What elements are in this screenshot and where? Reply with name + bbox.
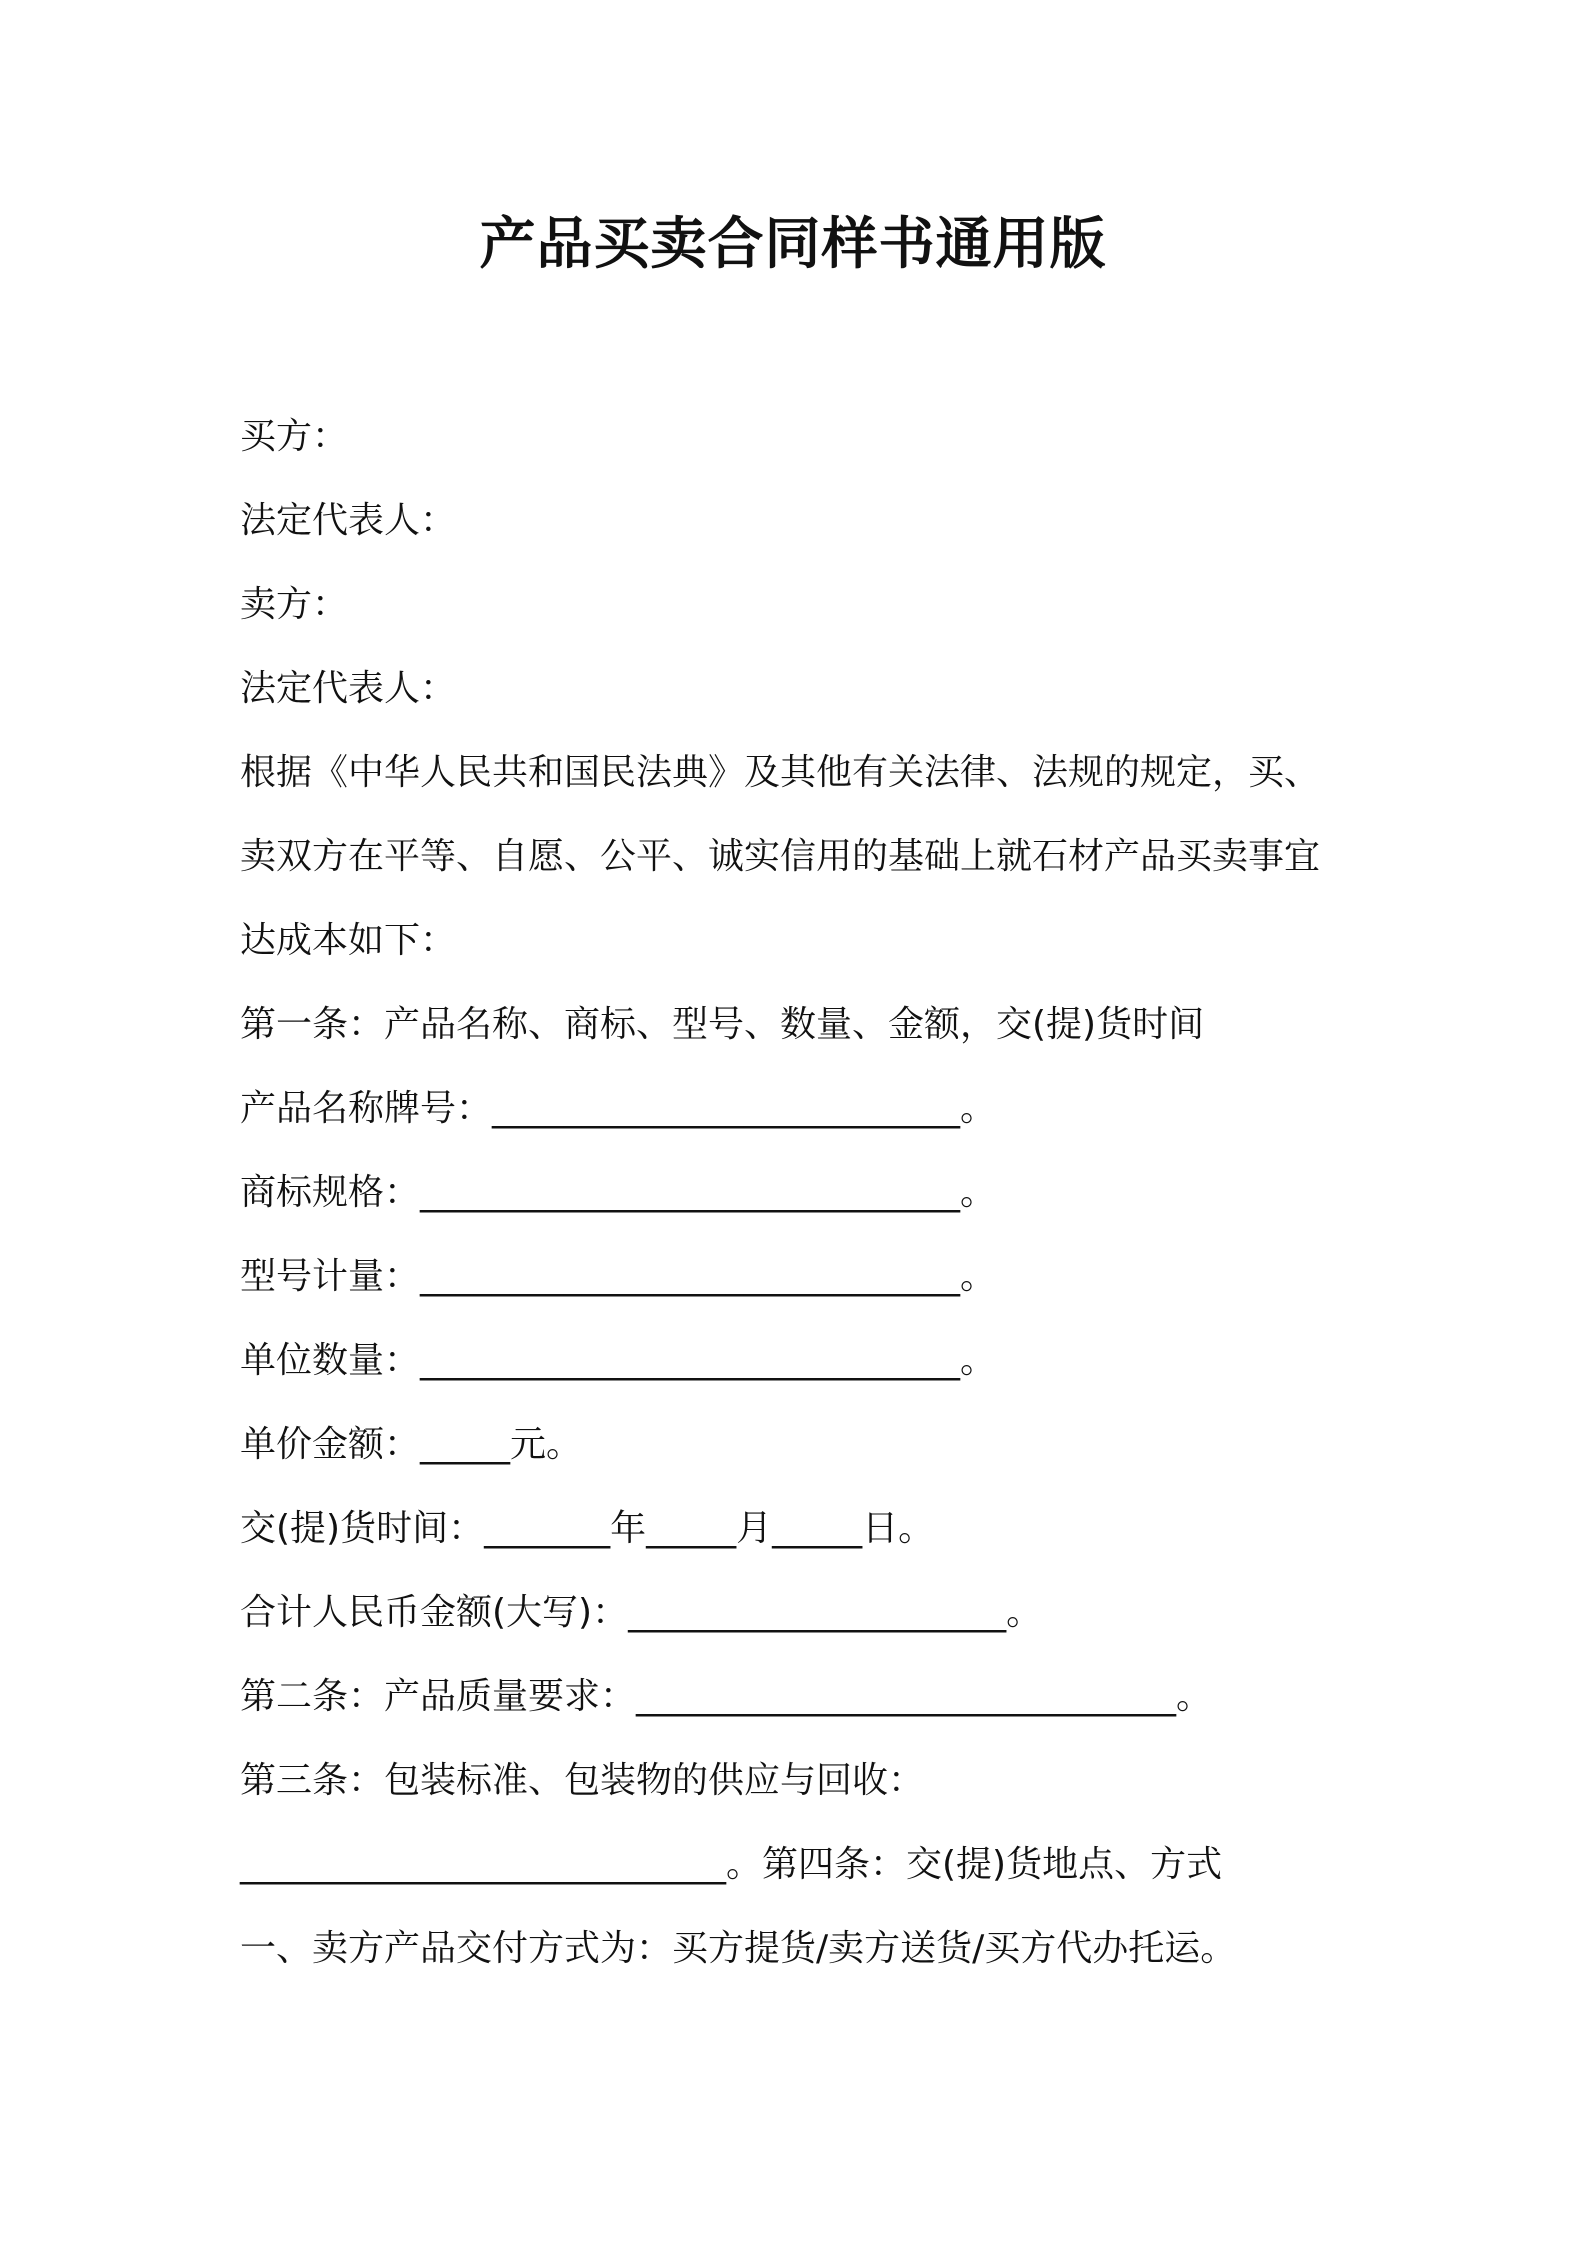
seller-line: 卖方：: [240, 584, 349, 625]
preamble-line-3: 达成本如下：: [240, 920, 457, 961]
preamble-line-1: 根据《中华人民共和国民法典》及其他有关法律、法规的规定，买、: [240, 752, 1321, 793]
total-amount-field: 合计人民币金额(大写)：_____________________。: [240, 1592, 1043, 1633]
delivery-method-clause: 一、卖方产品交付方式为：买方提货/卖方送货/买方代办托运。: [240, 1928, 1237, 1969]
buyer-representative-line: 法定代表人：: [240, 500, 457, 541]
article-2-quality-field: 第二条：产品质量要求：______________________________。: [240, 1676, 1213, 1717]
trademark-spec-field: 商标规格：______________________________。: [240, 1172, 997, 1213]
product-name-field: 产品名称牌号：__________________________。: [240, 1088, 997, 1129]
model-measure-field: 型号计量：______________________________。: [240, 1256, 997, 1297]
article-3-field-and-article-4-heading: ___________________________。第四条：交(提)货地点、方式: [240, 1844, 1223, 1885]
article-3-heading: 第三条：包装标准、包装物的供应与回收：: [240, 1760, 925, 1801]
delivery-time-field: 交(提)货时间：_______年_____月_____日。: [240, 1508, 935, 1549]
seller-representative-line: 法定代表人：: [240, 668, 457, 709]
buyer-line: 买方：: [240, 416, 349, 457]
unit-quantity-field: 单位数量：______________________________。: [240, 1340, 997, 1381]
document-title: 产品买卖合同样书通用版: [479, 212, 1107, 277]
preamble-line-2: 卖双方在平等、自愿、公平、诚实信用的基础上就石材产品买卖事宜: [240, 836, 1321, 877]
article-1-heading: 第一条：产品名称、商标、型号、数量、金额，交(提)货时间: [240, 1004, 1205, 1045]
unit-price-field: 单价金额：_____元。: [240, 1424, 583, 1465]
